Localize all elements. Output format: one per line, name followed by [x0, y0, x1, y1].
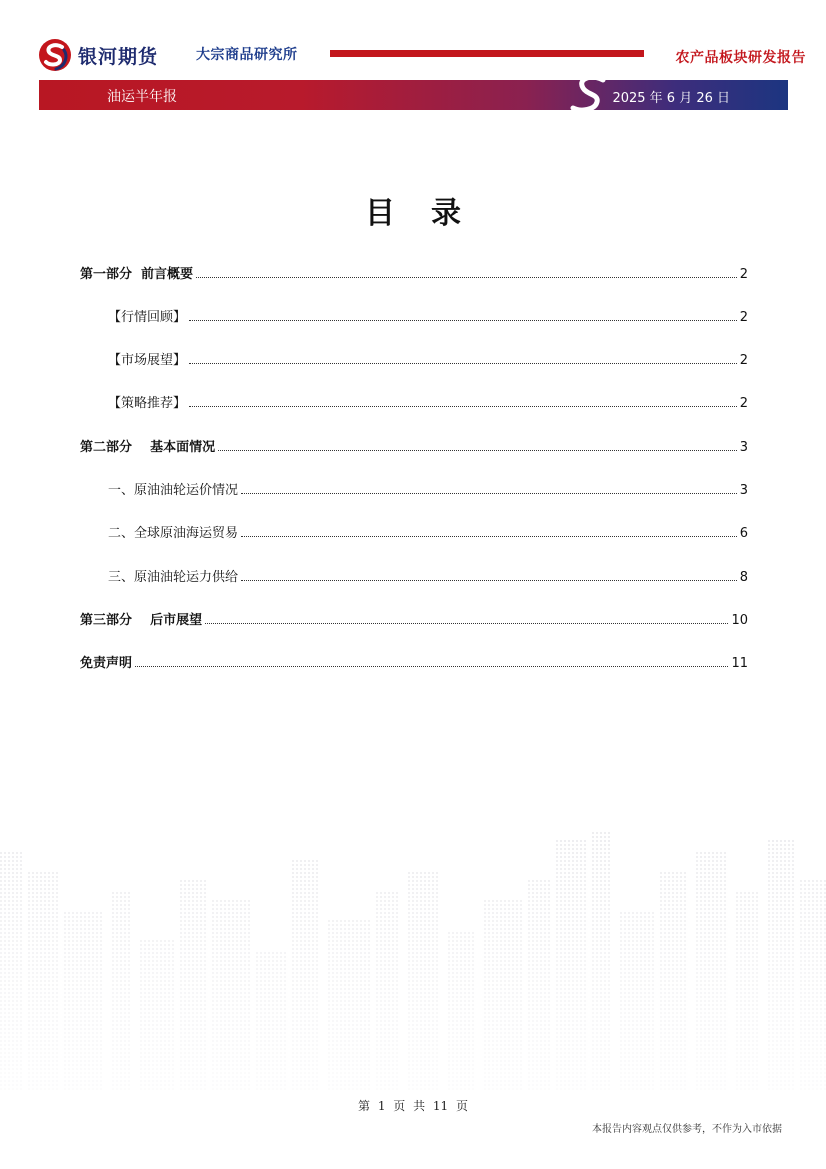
toc-entry[interactable] — [80, 655, 748, 673]
toc-leader — [241, 492, 737, 494]
toc-entry[interactable] — [108, 569, 748, 587]
toc-entry[interactable] — [108, 309, 748, 327]
toc-entry[interactable] — [108, 482, 748, 500]
toc-page-number: 2 — [739, 267, 748, 282]
company-logo — [38, 38, 158, 72]
toc-leader — [241, 535, 737, 537]
toc-leader — [205, 622, 728, 624]
toc-entry-label: 【市场展望】 — [108, 353, 187, 368]
toc-page-number: 10 — [731, 613, 748, 628]
toc-leader — [196, 276, 737, 278]
toc-page-number: 2 — [739, 396, 748, 411]
toc-entry[interactable] — [80, 439, 748, 457]
toc-entry-label: 第三部分 后市展望 — [80, 613, 203, 628]
toc-title: 目录 — [365, 196, 497, 231]
toc-leader — [189, 319, 737, 321]
toc-entry-label: 第一部分 前言概要 — [80, 267, 194, 282]
header-divider — [330, 50, 644, 57]
toc-page-number: 2 — [739, 310, 748, 325]
toc-page-number: 2 — [739, 353, 748, 368]
toc-page-number: 3 — [739, 483, 748, 498]
toc-leader — [218, 449, 737, 451]
toc-page-number: 6 — [739, 526, 748, 541]
toc-leader — [135, 665, 728, 667]
toc-leader — [241, 579, 737, 581]
city-skyline-watermark — [0, 820, 826, 1090]
galaxy-s-logo-icon — [38, 38, 72, 72]
toc-leader — [189, 362, 737, 364]
toc-entry[interactable] — [80, 266, 748, 284]
report-date: 2025 年 6 月 26 日 — [612, 91, 730, 106]
report-type: 农产品板块研发报告 — [675, 50, 806, 66]
toc-leader — [189, 405, 737, 407]
toc-entry[interactable] — [108, 395, 748, 413]
toc-entry-label: 【行情回顾】 — [108, 310, 187, 325]
page-indicator: 第 1 页 共 11 页 — [358, 1099, 468, 1113]
toc-page-number: 8 — [739, 570, 748, 585]
toc-entry[interactable] — [80, 612, 748, 630]
toc-entry-label: 一、原油油轮运价情况 — [108, 483, 239, 498]
toc-entry[interactable] — [108, 525, 748, 543]
toc-entry-label: 【策略推荐】 — [108, 396, 187, 411]
toc-entry-label: 三、原油油轮运力供给 — [108, 570, 239, 585]
toc-page-number: 3 — [739, 440, 748, 455]
footer-disclaimer: 本报告内容观点仅供参考，不作为入市依据 — [592, 1124, 782, 1135]
banner-s-icon — [559, 80, 619, 110]
header-banner — [39, 80, 788, 110]
company-name: 银河期货 — [78, 45, 159, 68]
toc-entry-label: 第二部分 基本面情况 — [80, 440, 216, 455]
toc-entry-label: 二、全球原油海运贸易 — [108, 526, 239, 541]
report-title: 油运半年报 — [107, 89, 177, 105]
toc-page-number: 11 — [731, 656, 748, 671]
toc-entry-label: 免责声明 — [80, 656, 133, 671]
toc-entry[interactable] — [108, 352, 748, 370]
institute-name: 大宗商品研究所 — [196, 47, 298, 63]
